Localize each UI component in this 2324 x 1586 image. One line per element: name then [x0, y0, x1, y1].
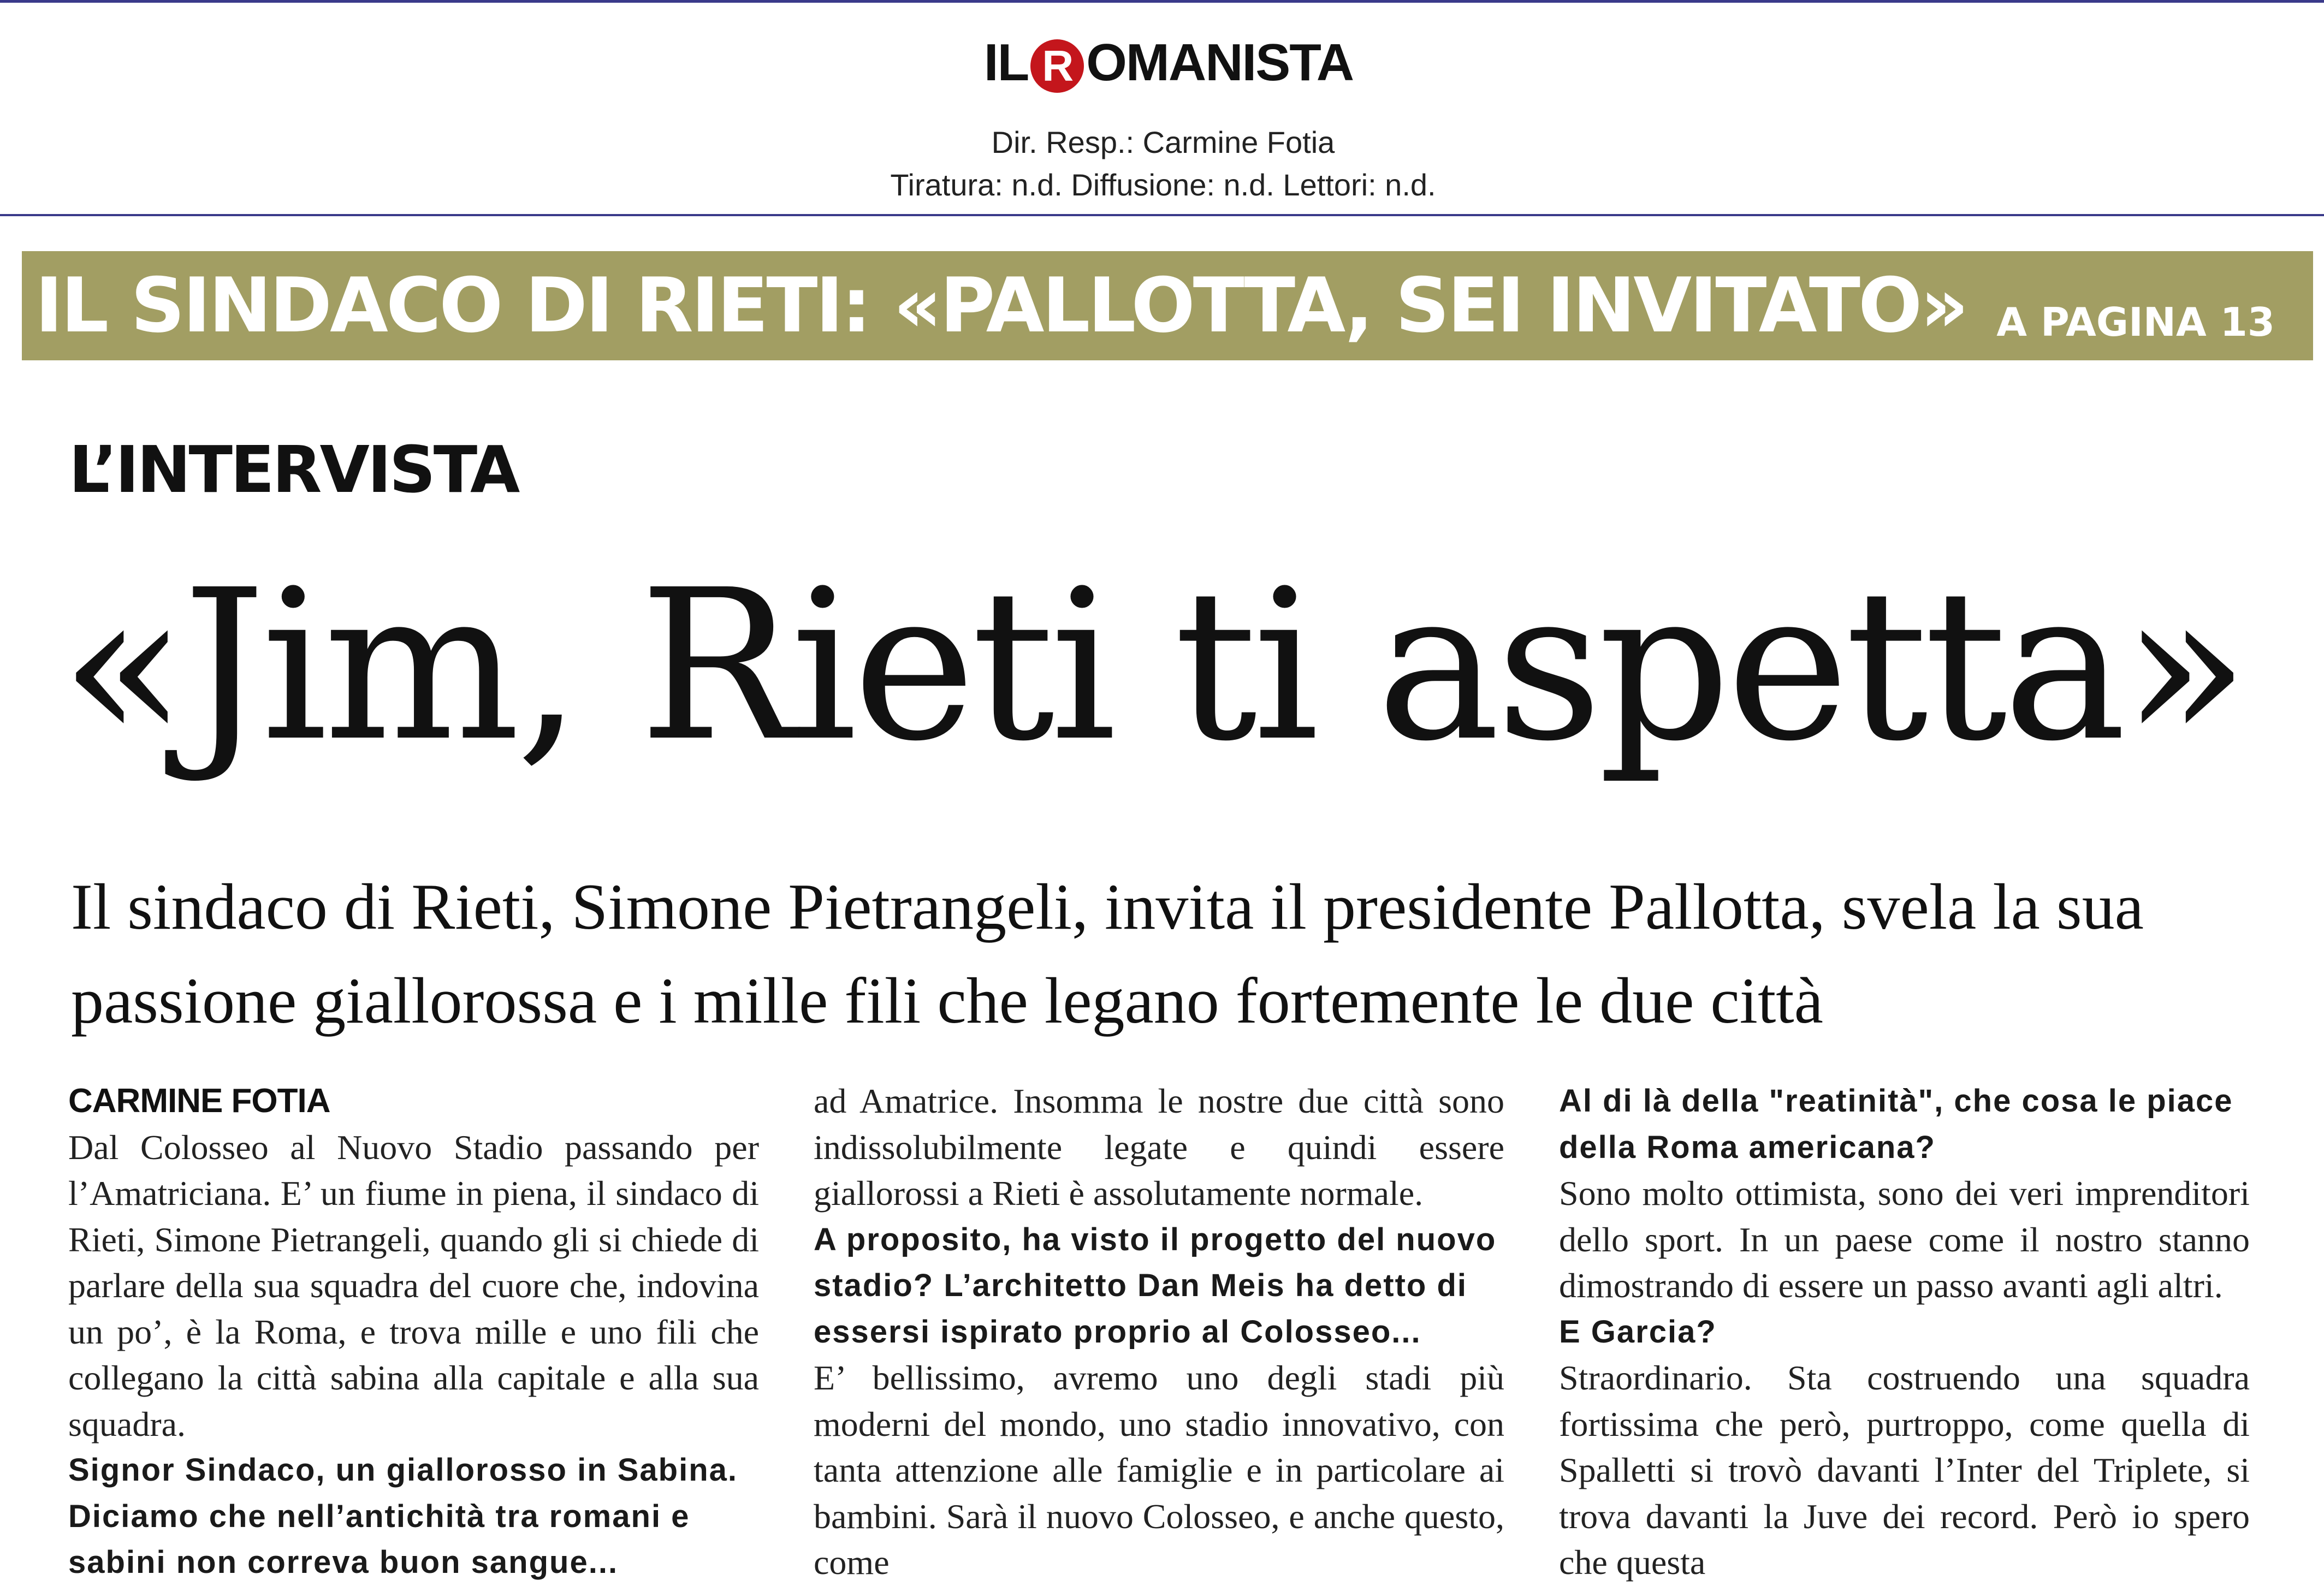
header-rule [0, 214, 2324, 216]
banner-page-ref: A PAGINA 13 [1996, 299, 2275, 345]
column-1-body: Dal Colosseo al Nuovo Stadio passando per l’Amatriciana. E’ un fiume in piena, il sindaco di Rieti, Simone Pietrangeli, quando gli si chiede di parlare della sua squadra del cuore che, indovina un po’, è la Roma, e trova mille e uno fili che collegano la città sabina alla capitale e alla sua squadra. [68, 1127, 759, 1444]
top-rule [0, 0, 2324, 3]
article-headline: «Jim, Rieti ti aspetta» [60, 545, 2245, 787]
byline: CARMINE FOTIA [68, 1082, 330, 1120]
column-2-body-2: E’ bellissimo, avremo uno degli stadi più moderni del mondo, uno stadio innovativo, con tanta attenzione alle famiglie e in particolare ai bambini. Sarà il nuovo Colosseo, e anche questo, come [814, 1358, 1504, 1582]
article-column-3 [1559, 1078, 2250, 1586]
column-2-body-1: ad Amatrice. Insomma le nostre due città sono indissolubilmente legate e quindi essere giallorossi a Rieti è assolutamente normale. [814, 1082, 1504, 1213]
newspaper-logo [868, 22, 1469, 104]
interview-question: A proposito, ha visto il progetto del nuovo stadio? L’architetto Dan Meis ha detto di essersi ispirato proprio al Colosseo... [814, 1221, 1497, 1350]
logo-text [984, 33, 1353, 93]
interview-question: Al di là della "reatinità", che cosa le piace della Roma americana? [1559, 1083, 2233, 1165]
director-line: Dir. Resp.: Carmine Fotia [991, 125, 1335, 159]
logo-prefix: IL [983, 33, 1029, 92]
article-kicker: L’INTERVISTA [69, 432, 518, 507]
column-3-body-1: Sono molto ottimista, sono dei veri imprenditori dello sport. In un paese come il nostro stanno dimostrando di essere un passo avanti agli altri. [1559, 1174, 2250, 1305]
interview-question: Signor Sindaco, un giallorosso in Sabina. Diciamo che nell’antichità tra romani e sabini non correva buon sangue... [68, 1452, 738, 1580]
article-subhead: Il sindaco di Rieti, Simone Pietrangeli, invita il presidente Pallotta, svela la sua passione giallorossa e i mille fili che legano fortemente le due città [71, 870, 2144, 1037]
logo-suffix: OMANISTA [1086, 33, 1354, 92]
logo-r-badge: R [1030, 39, 1084, 93]
circulation-stats: Tiratura: n.d. Diffusione: n.d. Lettori: n.d. [890, 168, 1436, 202]
article-column-2 [814, 1078, 1504, 1586]
interview-question: E Garcia? [1559, 1314, 1717, 1350]
column-3-body-2: Straordinario. Sta costruendo una squadra fortissima che però, purtroppo, come quella di Spalletti si trovò davanti l’Inter del Triplete, si trova davanti la Juve dei record. Però io spero che questa [1559, 1358, 2250, 1582]
banner-title: IL SINDACO DI RIETI: «PALLOTTA, SEI INVITATO» [35, 262, 1967, 349]
article-column-1 [68, 1078, 759, 1586]
